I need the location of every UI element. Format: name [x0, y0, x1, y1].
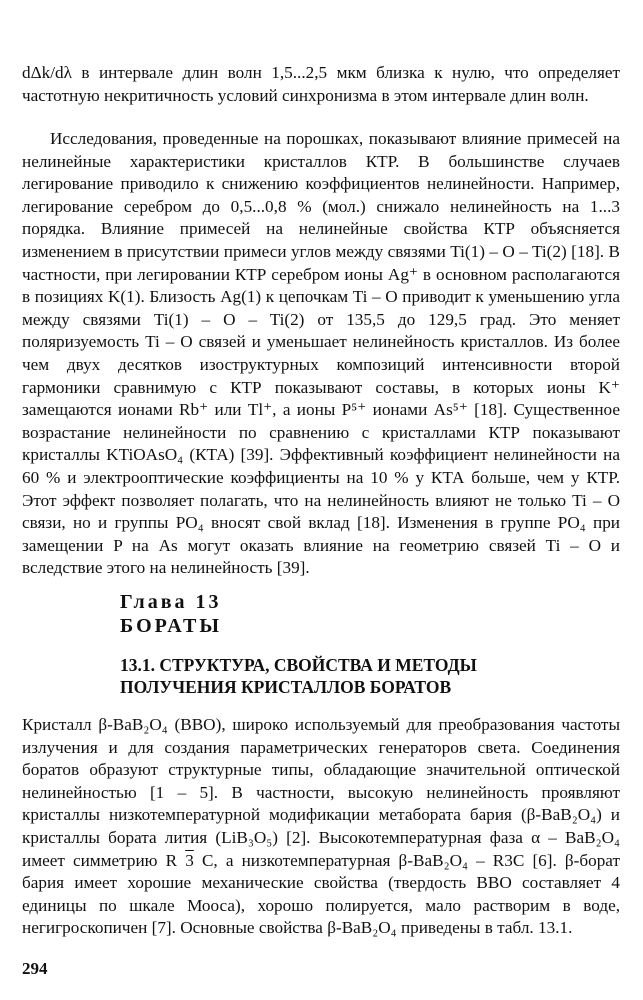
paragraph-3: [22, 714, 620, 940]
paragraph-3-part-a: Кристалл β-BaB₂O₄ (BBO), широко используемый для преобразования частоты излучения и для создания параметрических генераторов света. Соединения боратов образуют структурные типы, обладающие значительной оптической нелинейностью [1 – 5]. В частности, высокую нелинейность проявляют кристаллы низкотемпературной модификации метабората бария (β-BaB₂O₄) и кристаллы бората лития (LiB₃O₅) [2]. Высокотемпературная фаза α – BaB₂O₄ имеет симметрию R: [22, 715, 620, 870]
chapter-title: БОРАТЫ: [120, 615, 222, 637]
chapter-heading: [120, 590, 222, 638]
chapter-label: Глава 13: [120, 591, 222, 613]
paragraph-2: Исследования, проведенные на порошках, показывают влияние примесей на нелинейные характеристики кристаллов КТР. В большинстве случаев легирование приводило к снижению коэффициентов нелинейности. Например, легирование серебром до 0,5...0,8 % (мол.) снижало нелинейность на 1...3 порядка. Влияние примесей на нелинейные свойства КТР объясняется изменением в присутствии примеси углов между связями Ti(1) – O – Ti(2) [18]. В частности, при легировании КТР серебром ионы Ag⁺ в основном располагаются в позициях K(1). Близость Ag(1) к цепочкам Ti – O приводит к уменьшению угла между связями Ti(1) – O – Ti(2) от 135,5 до 129,5 град. Это меняет поляризуемость Ti – O связей и уменьшает нелинейность кристаллов. Из более чем двух десятков изоструктурных композиций интенсивности второй гармоники сравнимую с КТР показывают составы, в которых ионы K⁺ замещаются ионами Rb⁺ или Tl⁺, а ионы P⁵⁺ ионами As⁵⁺ [18]. Существенное возрастание нелинейности по сравнению с кристаллами КТР показывают кристаллы KTiOAsO₄ (КТА) [39]. Эффективный коэффициент нелинейности на 60 % и электрооптические коэффициенты на 10 % у КТА больше, чем у КТР. Этот эффект позволяет полагать, что на нелинейность влияют не только Ti – O связи, но и группы PO₄ вносят свой вклад [18]. Изменения в группе PO₄ при замещении P на As могут оказать влияние на геометрию связей Ti – O и вследствие этого на нелинейность [39].: [22, 129, 620, 578]
paragraph-1: dΔk/dλ в интервале длин волн 1,5...2,5 мкм близка к нулю, что определяет частотную некритичность условий синхронизма в этом интервале длин волн.: [22, 63, 620, 105]
paragraph-3-part-b: C, а низкотемпературная β-BaB₂O₄ – R3C [6]. β-борат бария имеет хорошие механические свойства (твердость BBO составляет 4 единицы по шкале Мооса), хорошо полируется, мало растворим в воде, негигроскопичен [7]. Основные свойства β-BaB₂O₄ приведены в табл. 13.1.: [22, 850, 621, 938]
symmetry-bar-digit: 3: [185, 850, 194, 870]
section-title: 13.1. СТРУКТУРА, СВОЙСТВА И МЕТОДЫ ПОЛУЧЕНИЯ КРИСТАЛЛОВ БОРАТОВ: [120, 655, 477, 697]
page-number: 294: [22, 959, 48, 978]
